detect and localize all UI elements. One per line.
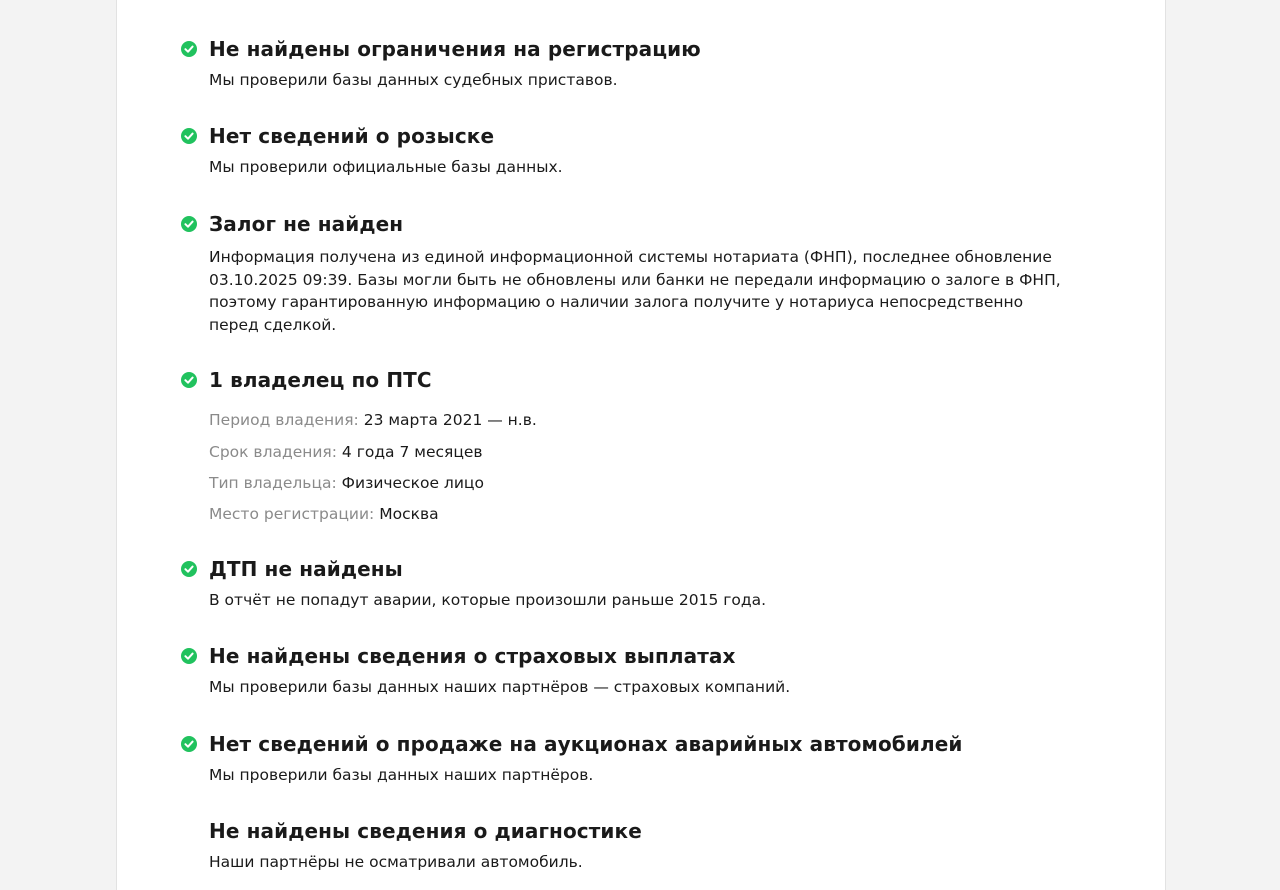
detail-value: 23 марта 2021 — н.в.: [363, 411, 537, 429]
check-circle-icon: [181, 648, 197, 664]
detail-label: Тип владельца:: [209, 474, 337, 492]
check-description: Информация получена из единой информационной системы нотариата (ФНП), последнее обновление 03.10.2025 09:39. Базы могли быть не обновлены или банки не передали информацию о залоге в ФНП, поэтому гарантированную информацию о наличии залога получите у нотариуса непосредственно перед сделкой.: [209, 248, 1061, 334]
check-title: ДТП не найдены: [209, 557, 403, 581]
check-title: Нет сведений о продаже на аукционах аварийных автомобилей: [209, 732, 963, 756]
check-description: Мы проверили базы данных судебных приставов.: [209, 71, 618, 89]
registration-place-row: [209, 503, 439, 525]
check-circle-icon: [181, 561, 197, 577]
check-circle-icon: [181, 41, 197, 57]
ownership-period-row: [209, 409, 537, 431]
detail-label: Срок владения:: [209, 443, 337, 461]
report-page: [116, 0, 1166, 890]
check-description: Наши партнёры не осматривали автомобиль.: [209, 853, 583, 871]
owner-type-row: [209, 472, 484, 494]
check-title: Нет сведений о розыске: [209, 124, 495, 148]
detail-label: Период владения:: [209, 411, 359, 429]
check-circle-icon: [181, 372, 197, 388]
check-title: Не найдены сведения о страховых выплатах: [209, 644, 736, 668]
detail-label: Место регистрации:: [209, 505, 375, 523]
check-title: Залог не найден: [209, 212, 404, 236]
check-circle-icon: [181, 736, 197, 752]
detail-value: Москва: [379, 505, 439, 523]
check-title: Не найдены сведения о диагностике: [209, 819, 642, 843]
check-circle-icon: [181, 216, 197, 232]
check-title: Не найдены ограничения на регистрацию: [209, 37, 701, 61]
ownership-term-row: [209, 441, 483, 463]
check-description: Мы проверили базы данных наших партнёров.: [209, 766, 594, 784]
check-circle-icon: [181, 128, 197, 144]
check-title: 1 владелец по ПТС: [209, 368, 432, 392]
detail-value: 4 года 7 месяцев: [341, 443, 483, 461]
check-description: В отчёт не попадут аварии, которые произошли раньше 2015 года.: [209, 591, 767, 609]
detail-value: Физическое лицо: [341, 474, 484, 492]
check-description: Мы проверили базы данных наших партнёров — страховых компаний.: [209, 678, 791, 696]
check-description: Мы проверили официальные базы данных.: [209, 158, 563, 176]
